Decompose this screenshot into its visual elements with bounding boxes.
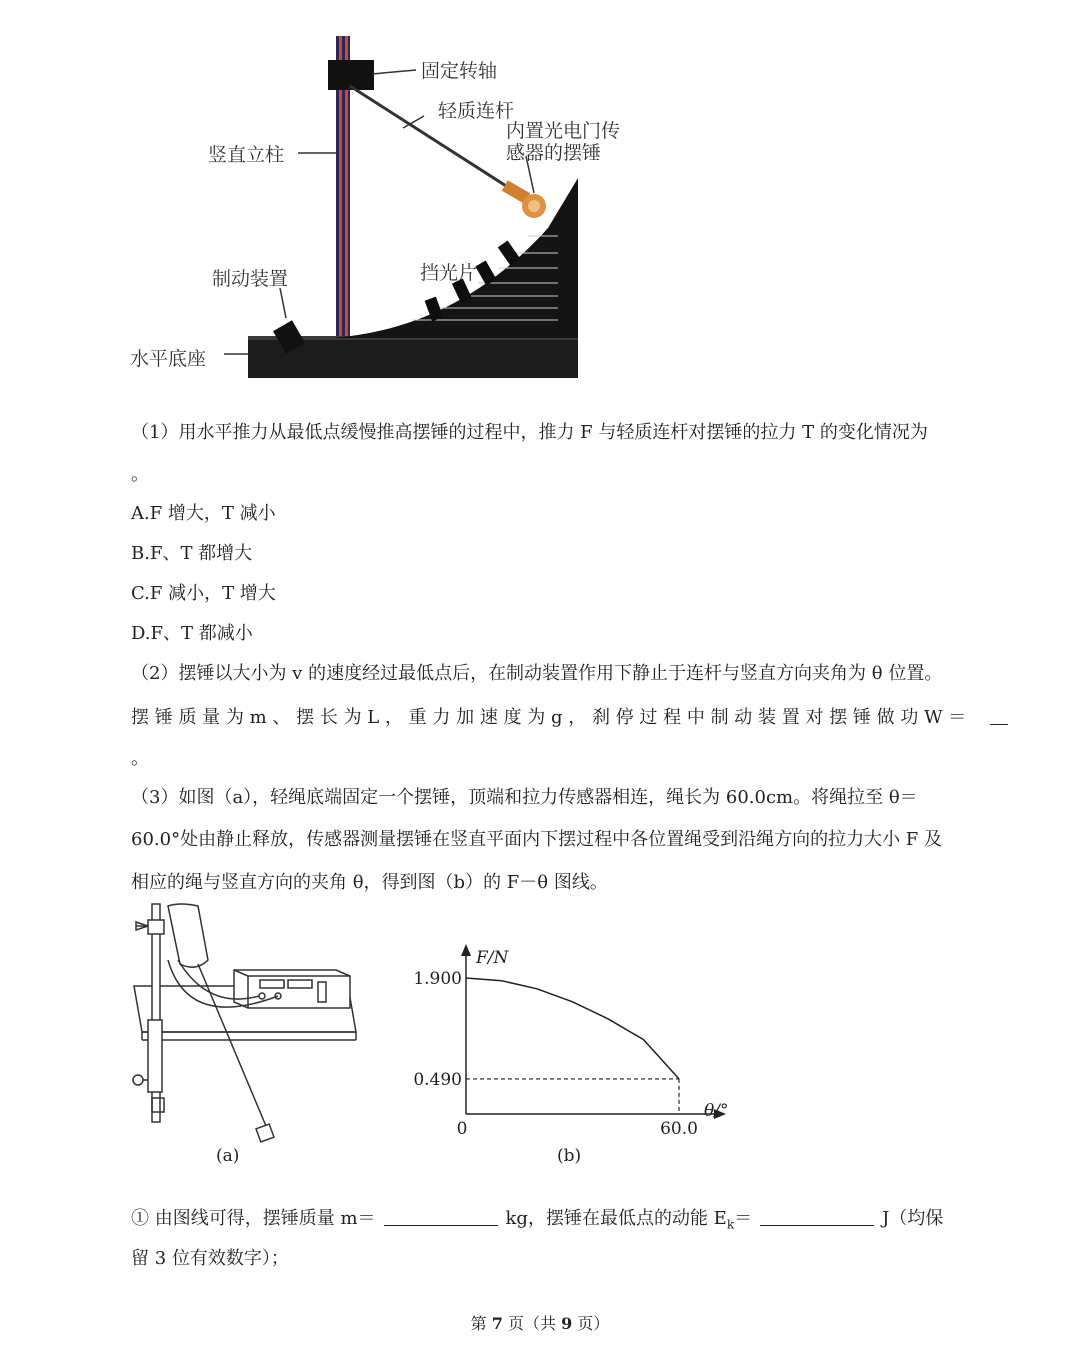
figure-a-caption: (a) xyxy=(216,1146,240,1166)
label-bob-line1: 内置光电门传 xyxy=(506,120,621,142)
question2-tail: 。 xyxy=(131,748,149,769)
question1-tail: 。 xyxy=(131,464,149,485)
apparatus-photo xyxy=(128,28,648,388)
label-base: 水平底座 xyxy=(130,348,207,370)
question2-line1: （2）摆锤以大小为 v 的速度经过最低点后，在制动装置作用下静止于连杆与竖直方向夹角为 θ 位置。 xyxy=(131,663,943,684)
figure-a xyxy=(128,900,368,1170)
answer-blank-mass[interactable] xyxy=(384,1207,498,1226)
series-line xyxy=(466,978,679,1079)
question3-line3: 相应的绳与竖直方向的夹角 θ，得到图（b）的 F－θ 图线。 xyxy=(131,872,608,893)
subq1-line2: 留 3 位有效数字）； xyxy=(131,1248,289,1269)
option-c: C.F 减小，T 增大 xyxy=(131,583,276,604)
label-fixed-axis: 固定转轴 xyxy=(421,60,498,82)
subq1-subscript: k xyxy=(726,1217,735,1232)
x-tick-label: 0 xyxy=(456,1119,468,1139)
y-tick-label: 1.900 xyxy=(413,969,462,989)
y-tick-label: 0.490 xyxy=(413,1069,462,1090)
subq1-part2: kg，摆锤在最低点的动能 E xyxy=(505,1208,727,1229)
label-light-rod: 轻质连杆 xyxy=(438,100,515,122)
question1-stem: （1）用水平推力从最低点缓慢推高摆锤的过程中，推力 F 与轻质连杆对摆锤的拉力 T 的变化情况为 xyxy=(131,422,928,443)
question3-line1: （3）如图（a），轻绳底端固定一个摆锤，顶端和拉力传感器相连，绳长为 60.0cm。将绳拉至 θ＝ xyxy=(131,787,918,808)
figure-b xyxy=(400,940,760,1180)
answer-blank-energy[interactable] xyxy=(760,1207,874,1226)
figure-b-caption: (b) xyxy=(557,1146,582,1166)
footer-suffix: 页） xyxy=(572,1314,610,1333)
page-number: 7 xyxy=(491,1314,503,1333)
question2-line2 xyxy=(131,706,1016,729)
subq1-part1: ① 由图线可得，摆锤质量 m＝ xyxy=(131,1208,376,1229)
page-total: 9 xyxy=(561,1314,573,1333)
page-footer xyxy=(0,1311,1080,1334)
label-brake: 制动装置 xyxy=(212,268,289,290)
f-theta-chart xyxy=(400,940,760,1180)
footer-prefix: 第 xyxy=(470,1314,492,1333)
apparatus-drawing xyxy=(128,28,648,388)
label-vertical-post: 竖直立柱 xyxy=(208,144,285,166)
subq1-part3: ＝ xyxy=(734,1208,753,1229)
subq1-line1 xyxy=(131,1207,943,1236)
y-axis-label: F/N xyxy=(476,948,509,968)
y-axis-arrow xyxy=(461,944,471,956)
question3-line2: 60.0°处由静止释放，传感器测量摆锤在竖直平面内下摆过程中各位置绳受到沿绳方向的拉力大小 F 及 xyxy=(131,829,943,850)
option-a: A.F 增大，T 减小 xyxy=(131,503,276,524)
option-b: B.F、T 都增大 xyxy=(131,543,253,564)
x-axis-label: θ/° xyxy=(704,1101,729,1121)
label-bob-line2: 感器的摆锤 xyxy=(506,142,602,164)
label-light-shield: 挡光片 xyxy=(420,262,478,284)
figure-a-drawing xyxy=(128,900,368,1170)
answer-blank-work[interactable] xyxy=(990,706,1008,725)
footer-middle: 页（共 xyxy=(502,1314,562,1333)
question2-line2-text: 摆 锤 质 量 为 m 、 摆 长 为 L ， 重 力 加 速 度 为 g ， 刹 停 过 程 中 制 动 装 置 对 摆 锤 做 功 W ＝ xyxy=(131,707,967,728)
x-tick-label: 60.0 xyxy=(660,1119,698,1139)
subq1-part4: J（均保 xyxy=(882,1208,944,1229)
option-d: D.F、T 都减小 xyxy=(131,623,253,644)
